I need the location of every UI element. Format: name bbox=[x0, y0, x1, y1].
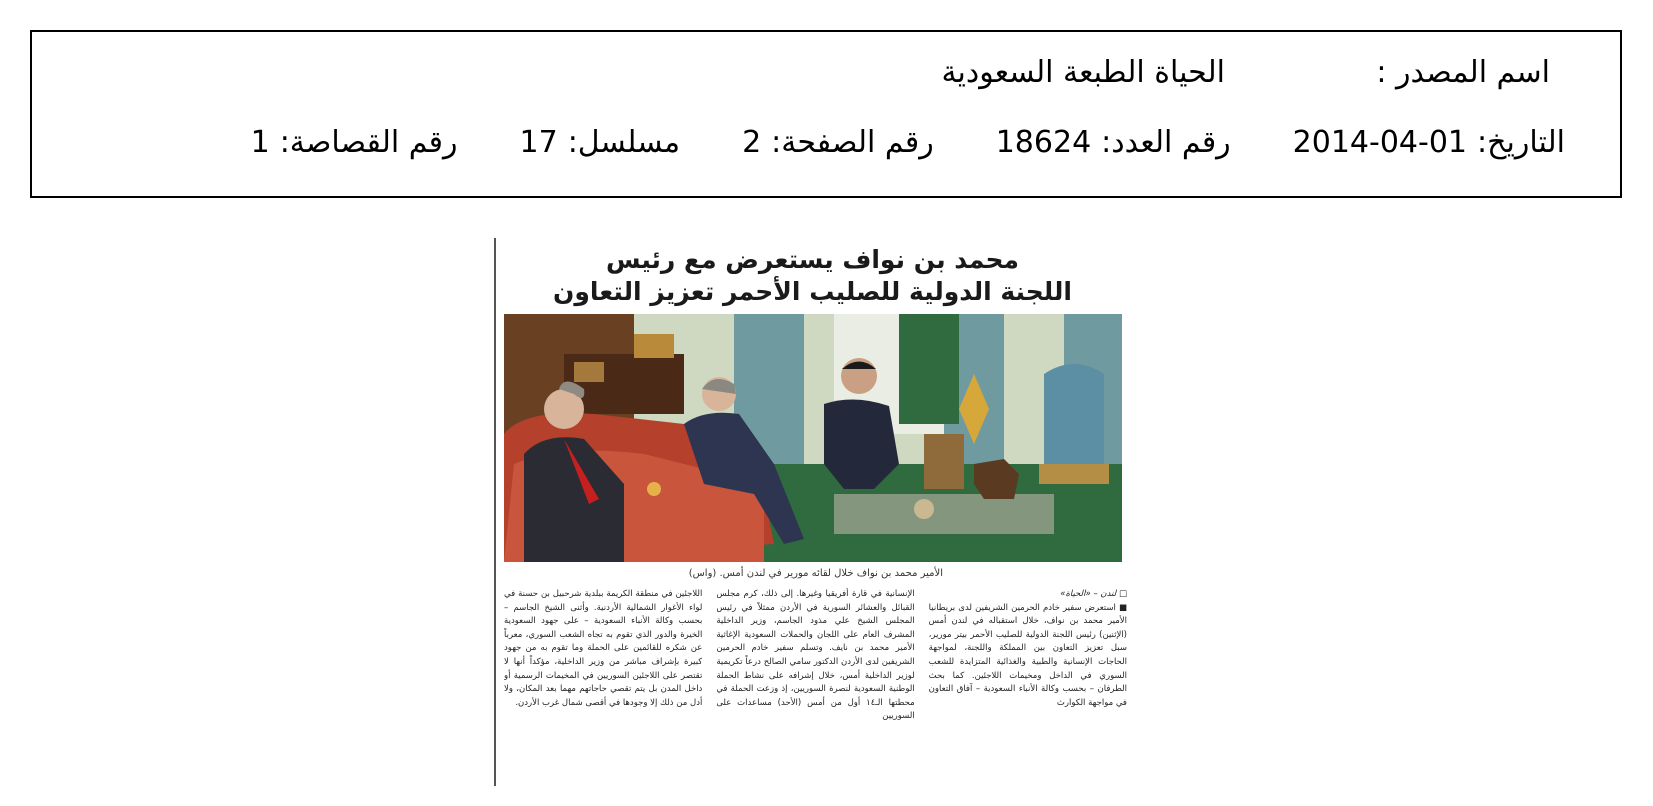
clipping-number-value: 1 bbox=[250, 125, 270, 160]
article-column-2 bbox=[716, 588, 914, 780]
article-dateline: □ لندن – «الحياة» bbox=[1060, 589, 1127, 599]
serial-field bbox=[519, 125, 681, 160]
serial-label: مسلسل: bbox=[567, 125, 681, 160]
page-number-field bbox=[742, 125, 934, 160]
clipping-number-field bbox=[250, 125, 458, 160]
issue-info-row bbox=[250, 125, 1565, 160]
date-field bbox=[1292, 125, 1565, 160]
article-column-3 bbox=[504, 588, 702, 780]
serial-value: 17 bbox=[519, 125, 558, 160]
article-body bbox=[504, 588, 1127, 780]
page-number-value: 2 bbox=[742, 125, 762, 160]
issue-number-field bbox=[995, 125, 1231, 160]
clipping-border bbox=[494, 238, 496, 786]
photo-caption: الأمير محمد بن نواف خلال لقائه مورير في لندن أمس. (واس) bbox=[688, 568, 943, 579]
article-column-1 bbox=[929, 588, 1127, 780]
headline-line-1: محمد بن نواف يستعرض مع رئيس bbox=[606, 245, 1019, 274]
source-name: الحياة الطبعة السعودية bbox=[941, 55, 1225, 90]
article-photo bbox=[504, 314, 1122, 562]
source-info-box bbox=[30, 30, 1622, 198]
article-headline bbox=[504, 244, 1121, 308]
article-column-3-text: اللاجئين في منطقة الكريمة ببلدية شرحبيل بن حسنة في لواء الأغوار الشمالية الأردنية. وأثنى الشيخ الجاسم – بحسب وكالة الأنباء السعودية – على جهود السعودية الخيرة والدور الذي تقوم به تجاه الشعب السوري، معرباً عن شكره للقائمين على الحملة وما تقوم به من جهود كبيرة بإشراف مباشر من وزير الداخلية، مؤكداً أنها لا تقتصر على اللاجئين السوريين في المخيمات الرسمية أو داخل المدن بل يتم تقصي حاجاتهم مهما بعد المكان، ولا أدل من ذلك إلا وجودها في أقصى شمال غرب الأردن. bbox=[504, 589, 703, 708]
clipping-number-label: رقم القصاصة: bbox=[279, 125, 458, 160]
source-label: اسم المصدر : bbox=[1376, 55, 1550, 90]
newspaper-clipping bbox=[494, 238, 1131, 786]
date-value: 2014-04-01 bbox=[1292, 125, 1468, 160]
headline-line-2: اللجنة الدولية للصليب الأحمر تعزيز التعاون bbox=[553, 277, 1072, 306]
meeting-photo-illustration bbox=[504, 314, 1122, 562]
article-column-1-text: ■ استعرض سفير خادم الحرمين الشريفين لدى بريطانيا الأمير محمد بن نواف، خلال استقباله في لندن أمس (الإثنين) رئيس اللجنة الدولية للصليب الأحمر بيتر مورير، سبل تعزيز التعاون بين المملكة واللجنة، لمواجهة الحاجات الإنسانية والطبية والغذائية المتزايدة للشعب السوري في الداخل ومخيمات اللاجئين. كما بحث الطرفان – بحسب وكالة الأنباء السعودية – آفاق التعاون في مواجهة الكوارث bbox=[928, 602, 1127, 708]
issue-number-value: 18624 bbox=[995, 125, 1092, 160]
issue-number-label: رقم العدد: bbox=[1101, 125, 1231, 160]
page-number-label: رقم الصفحة: bbox=[771, 125, 934, 160]
date-label: التاريخ: bbox=[1477, 125, 1565, 160]
article-column-2-text: الإنسانية في قارة أفريقيا وغيرها. إلى ذلك، كرم مجلس القبائل والعشائر السورية في الأردن ممثلاً في رئيس المجلس الشيخ علي مذود الجاسم، وزير الداخلية المشرف العام على اللجان والحملات السعودية الإغاثية الأمير محمد بن نايف. وتسلم سفير خادم الحرمين الشريفين لدى الأردن الدكتور سامي الصالح درعاً تكريمية لوزير الداخلية أمس، خلال إشرافه على نشاط الحملة الوطنية السعودية لنصرة السوريين، إذ وزعت الحملة في محطتها الـ١٤ أول من أمس (الأحد) مساعدات على السوريين bbox=[716, 589, 915, 722]
